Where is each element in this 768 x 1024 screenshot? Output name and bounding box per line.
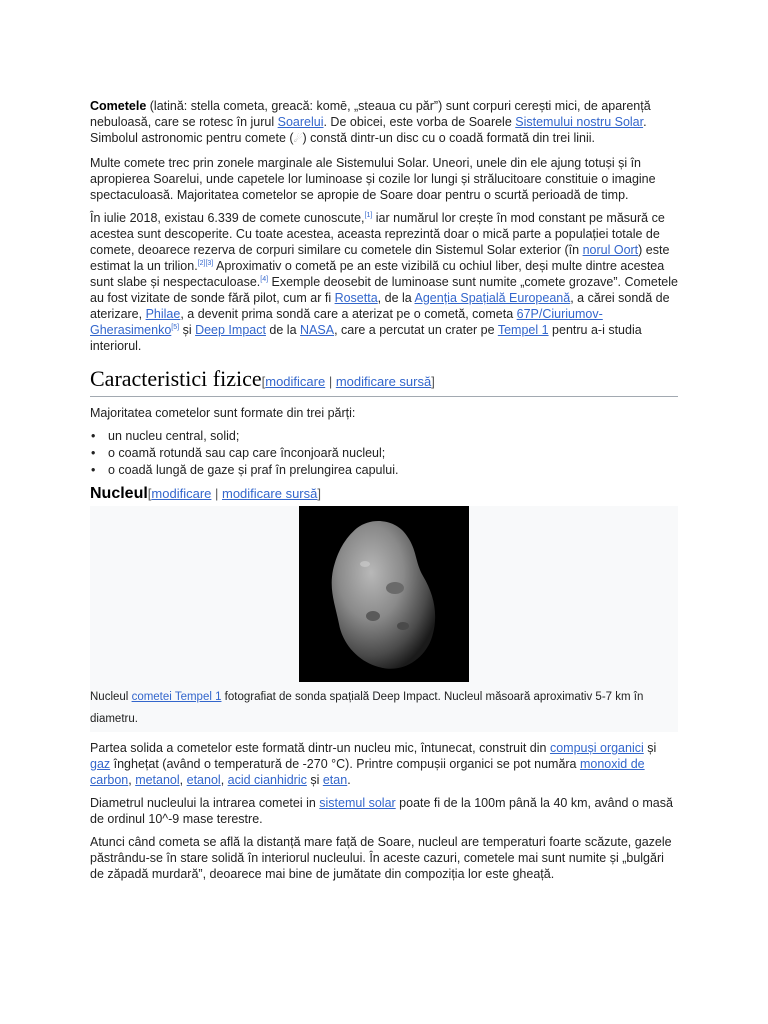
- link-soarelui[interactable]: Soarelui: [277, 115, 324, 129]
- figure-tempel-1: [90, 506, 678, 732]
- comet-nucleus-image[interactable]: [299, 506, 469, 682]
- link-etan[interactable]: etan: [322, 773, 348, 787]
- link-etanol[interactable]: etanol: [186, 773, 221, 787]
- text: înghețat (având o temperatură de -270 °C). Printre compușii organici se pot număra: [110, 757, 580, 771]
- list-item: • o coamă rotundă sau cap care înconjoară nucleul;: [108, 445, 678, 461]
- text: fotografiat de sonda spațială Deep Impact. Nucleul măsoară aproximativ 5-7 km în diametru.: [90, 691, 644, 725]
- separator: |: [211, 486, 222, 501]
- link-deep-impact[interactable]: Deep Impact: [195, 323, 266, 337]
- text: Partea solida a cometelor este formată dintr-un nucleu mic, întunecat, construit din: [90, 741, 550, 755]
- list-item: • un nucleu central, solid;: [108, 428, 678, 444]
- bracket: [: [147, 486, 152, 501]
- nucleus-paragraph-1: [90, 740, 678, 788]
- text: Exemple deosebit de luminoase sunt numite „comete grozave”. Cometele au fost vizitate de sonde fără pilot, cum ar fi: [90, 275, 678, 305]
- text: și: [643, 741, 657, 755]
- article-subject: Cometele: [90, 99, 147, 113]
- text: pentru a-i studia interiorul.: [90, 323, 642, 353]
- text: ,: [220, 773, 228, 787]
- text: ) este estimat la un trilion.: [90, 243, 670, 273]
- intro-paragraph-2: Multe comete trec prin zonele marginale ale Sistemului Solar. Uneori, unele din ele ajung totuși și în apropierea Soarelui, unde capetele lor luminoase și cozile lor lungi și strălucitoare constituie o imagine spectaculoasă. Majoritatea cometelor se apropie de Soare doar pentru o scurtă perioadă de timp.: [90, 156, 656, 202]
- text: Nucleul: [90, 691, 132, 703]
- link-monoxid-de-carbon[interactable]: monoxid de carbon: [90, 757, 645, 787]
- figure-caption: [90, 682, 678, 730]
- text: . De obicei, este vorba de Soarele: [323, 115, 516, 129]
- text: ,: [179, 773, 187, 787]
- text: ) constă dintr-un disc cu o coadă formată din trei linii.: [302, 131, 596, 145]
- link-sistemul-solar-2[interactable]: sistemul solar: [319, 796, 396, 810]
- link-norul-oort[interactable]: norul Oort: [582, 243, 639, 257]
- nucleus-paragraph-2: [90, 795, 678, 827]
- text: Diametrul nucleului la intrarea cometei in: [90, 796, 320, 810]
- list-item: • o coadă lungă de gaze și praf în prelungirea capului.: [108, 462, 678, 478]
- text: iar numărul lor crește în mod constant pe măsură ce acestea sunt descoperite. Cu toate acestea, aceasta reprezintă doar o mică parte a populației totale de comete, deoarece rezerva de corpuri similare cu cometele din Sistemul Solar exterior (în: [90, 211, 665, 257]
- text: (latină: stella cometa, greacă: komē, „steaua cu păr”) sunt corpuri cerești mici, de aparență nebuloasă, care se rotesc în jurul: [90, 99, 651, 129]
- text: . Simbolul astronomic pentru comete (: [90, 115, 647, 145]
- article-body: [90, 98, 678, 889]
- section-heading-caracteristici: [90, 366, 678, 397]
- text: , a cărei sondă de aterizare,: [90, 291, 670, 321]
- edit-links: [262, 374, 435, 389]
- nucleus-paragraph-3: Atunci când cometa se află la distanță mare față de Soare, nucleul are temperaturi foarte scăzute, gazele păstrându-se în stare solidă în interiorul nucleului. În aceste cazuri, cometele mai sunt numite și „bulgări de zăpadă murdară”, deoarece mai bine de jumătate din compoziția lor este gheață.: [90, 835, 672, 881]
- edit-source-button[interactable]: modificare sursă: [222, 486, 318, 501]
- link-cometei-tempel-1[interactable]: cometei Tempel 1: [131, 691, 222, 703]
- link-nasa[interactable]: NASA: [300, 323, 335, 337]
- section-heading-nucleul: [90, 484, 678, 504]
- text: Aproximativ o cometă pe an este vizibilă cu ochiul liber, deși multe dintre acestea sunt slabe și nespectaculoase.: [90, 259, 665, 289]
- section-title: Nucleul: [90, 485, 148, 502]
- edit-source-button[interactable]: modificare sursă: [335, 374, 432, 389]
- section-title: Caracteristici fizice: [90, 366, 262, 391]
- text: și: [306, 773, 323, 787]
- bracket: [: [261, 374, 266, 389]
- section-lead: Majoritatea cometelor sunt formate din trei părți:: [90, 406, 356, 420]
- link-rosetta[interactable]: Rosetta: [334, 291, 378, 305]
- reference-4[interactable]: [4]: [260, 275, 269, 283]
- comet-symbol-icon: ☄: [293, 134, 303, 145]
- text: , a devenit prima sondă care a aterizat pe o cometă, cometa: [180, 307, 517, 321]
- link-philae[interactable]: Philae: [145, 307, 181, 321]
- edit-links: [148, 486, 321, 501]
- intro-paragraph-1: [90, 98, 678, 148]
- text: , de la: [377, 291, 415, 305]
- intro-paragraph-3: [90, 210, 678, 354]
- bracket: ]: [431, 374, 435, 389]
- text: În iulie 2018, existau 6.339 de comete cunoscute,: [90, 211, 365, 225]
- link-tempel-1[interactable]: Tempel 1: [497, 323, 549, 337]
- text: .: [347, 773, 351, 787]
- text: și: [179, 323, 196, 337]
- parts-list: [90, 428, 678, 478]
- text: de la: [265, 323, 301, 337]
- reference-1[interactable]: [1]: [364, 211, 373, 219]
- link-compusi-organici[interactable]: compuși organici: [549, 741, 644, 755]
- edit-button[interactable]: modificare: [151, 486, 212, 501]
- link-acid-cianhidric[interactable]: acid cianhidric: [227, 773, 307, 787]
- link-67p[interactable]: 67P/Ciuriumov-Gherasimenko: [90, 307, 603, 337]
- text: , care a percutat un crater pe: [334, 323, 498, 337]
- text: poate fi de la 100m până la 40 km, având o masă de ordinul 10^-9 mase terestre.: [90, 796, 673, 826]
- text: ,: [128, 773, 136, 787]
- separator: |: [325, 374, 336, 389]
- bracket: ]: [317, 486, 321, 501]
- link-sistemul-solar[interactable]: Sistemului nostru Solar: [515, 115, 644, 129]
- reference-5[interactable]: [5]: [171, 323, 180, 331]
- edit-button[interactable]: modificare: [265, 374, 326, 389]
- link-metanol[interactable]: metanol: [135, 773, 180, 787]
- link-gaz[interactable]: gaz: [90, 757, 111, 771]
- link-agentia-spatiala[interactable]: Agenția Spațială Europeană: [414, 291, 571, 305]
- reference-2-3[interactable]: [2][3]: [197, 259, 214, 267]
